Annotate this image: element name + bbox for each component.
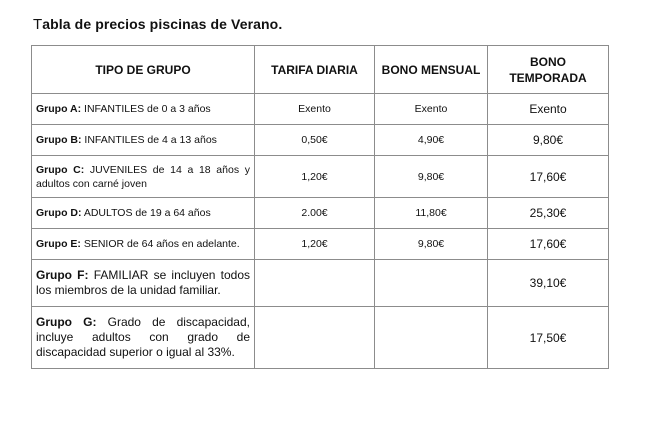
bono-temporada-cell: 39,10€ xyxy=(488,260,609,307)
bono-mensual-cell: Exento xyxy=(375,94,488,125)
group-description: ADULTOS de 19 a 64 años xyxy=(81,207,211,219)
bono-mensual-cell: 11,80€ xyxy=(375,198,488,229)
table-row-grupo-d xyxy=(32,198,609,229)
bono-mensual-cell: 9,80€ xyxy=(375,156,488,198)
group-cell xyxy=(32,198,255,229)
header-bono-temporada-line2: TEMPORADA xyxy=(509,70,587,85)
table-row-grupo-e xyxy=(32,229,609,260)
group-description: JUVENILES de 14 a 18 años y adultos con carné joven xyxy=(36,163,250,190)
document-title xyxy=(33,16,282,33)
group-description: SENIOR de 64 años en adelante. xyxy=(80,238,240,250)
tarifa-diaria-cell: Exento xyxy=(255,94,375,125)
bono-mensual-cell xyxy=(375,260,488,307)
table-row-grupo-a xyxy=(32,94,609,125)
group-cell xyxy=(32,260,255,307)
bono-temporada-cell: 17,60€ xyxy=(488,229,609,260)
group-description: Grado de discapacidad, incluye adultos con grado de discapacidad superior o igual al 33%. xyxy=(36,315,250,359)
tarifa-diaria-cell: 1,20€ xyxy=(255,156,375,198)
group-label: Grupo B: xyxy=(36,134,82,146)
tarifa-diaria-cell xyxy=(255,307,375,369)
group-cell xyxy=(32,125,255,156)
header-bono-mensual: BONO MENSUAL xyxy=(375,46,488,94)
group-label: Grupo G: xyxy=(36,315,97,329)
table-row-grupo-g xyxy=(32,307,609,369)
group-description: INFANTILES de 0 a 3 años xyxy=(81,103,211,115)
header-bono-temporada-line1: BONO xyxy=(530,54,566,69)
title-text: abla de precios piscinas de Verano. xyxy=(42,16,283,32)
group-label: Grupo F: xyxy=(36,268,89,282)
group-label: Grupo D: xyxy=(36,207,82,219)
bono-temporada-cell: 17,60€ xyxy=(488,156,609,198)
price-table xyxy=(31,45,609,369)
header-tarifa-diaria: TARIFA DIARIA xyxy=(255,46,375,94)
bono-mensual-cell xyxy=(375,307,488,369)
group-label: Grupo C: xyxy=(36,163,85,176)
title-first-letter: T xyxy=(33,16,43,33)
bono-mensual-cell: 4,90€ xyxy=(375,125,488,156)
header-bono-temporada xyxy=(488,46,609,94)
tarifa-diaria-cell: 1,20€ xyxy=(255,229,375,260)
tarifa-diaria-cell: 0,50€ xyxy=(255,125,375,156)
tarifa-diaria-cell xyxy=(255,260,375,307)
bono-temporada-cell: 9,80€ xyxy=(488,125,609,156)
tarifa-diaria-cell: 2.00€ xyxy=(255,198,375,229)
header-row xyxy=(32,46,609,94)
table-row-grupo-b xyxy=(32,125,609,156)
bono-temporada-cell: 17,50€ xyxy=(488,307,609,369)
group-label: Grupo E: xyxy=(36,238,81,250)
group-cell xyxy=(32,156,255,198)
table-row-grupo-c xyxy=(32,156,609,198)
group-description: FAMILIAR se incluyen todos los miembros de la unidad familiar. xyxy=(36,268,251,297)
bono-temporada-cell: 25,30€ xyxy=(488,198,609,229)
bono-mensual-cell: 9,80€ xyxy=(375,229,488,260)
header-tipo-grupo: TIPO DE GRUPO xyxy=(32,46,255,94)
group-cell xyxy=(32,307,255,369)
group-label: Grupo A: xyxy=(36,103,82,115)
group-cell xyxy=(32,229,255,260)
table-row-grupo-f xyxy=(32,260,609,307)
bono-temporada-cell: Exento xyxy=(488,94,609,125)
group-description: INFANTILES de 4 a 13 años xyxy=(81,134,217,146)
group-cell xyxy=(32,94,255,125)
